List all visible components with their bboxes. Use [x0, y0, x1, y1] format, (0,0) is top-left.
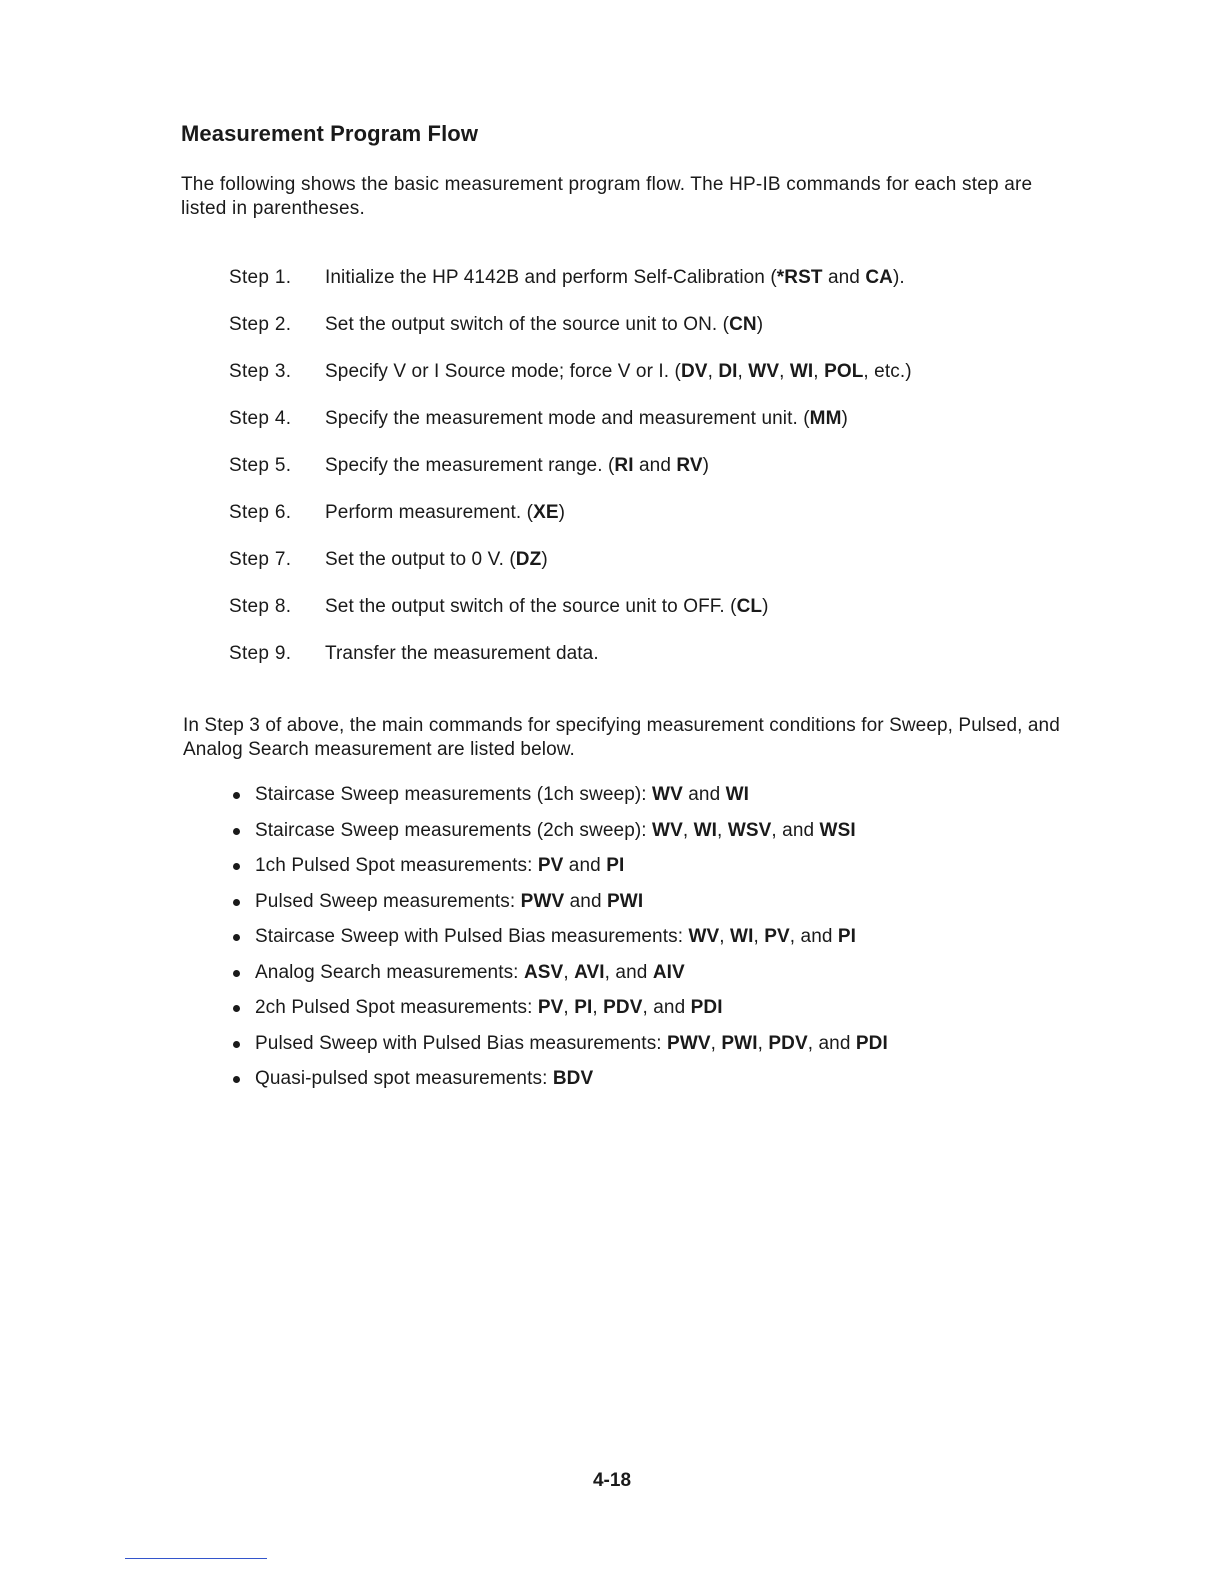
- text-run: Specify the measurement range. (: [325, 455, 615, 476]
- intro-paragraph: The following shows the basic measurement program flow. The HP-IB commands for each step are listed in parentheses.: [181, 174, 1033, 219]
- command-code: PDV: [603, 997, 643, 1018]
- measurement-command-list: [233, 783, 1033, 1103]
- bullet-icon: [233, 792, 240, 799]
- step-label: Step 5.: [229, 455, 292, 476]
- text-run: Analog Search measurements:: [255, 961, 524, 983]
- text-run: Staircase Sweep with Pulsed Bias measurements:: [255, 926, 689, 947]
- command-code: PDI: [690, 997, 723, 1018]
- command-code: RI: [614, 455, 634, 476]
- list-item-text: [255, 890, 643, 914]
- step-item: [229, 407, 1089, 454]
- list-item-text: [255, 1032, 888, 1056]
- command-code: DI: [718, 361, 738, 382]
- step-label: Step 4.: [229, 408, 292, 429]
- step-text: [325, 501, 565, 525]
- command-code: PI: [574, 997, 593, 1018]
- step-text: [325, 548, 548, 572]
- command-code: DZ: [515, 549, 542, 570]
- text-run: ,: [757, 1032, 769, 1054]
- command-code: PI: [837, 926, 857, 947]
- text-run: , etc.): [863, 361, 912, 382]
- command-code: WSI: [819, 819, 856, 841]
- text-run: Pulsed Sweep measurements:: [255, 890, 521, 912]
- text-run: and: [822, 267, 866, 288]
- command-code: WV: [748, 361, 780, 382]
- command-code: RV: [676, 455, 703, 476]
- text-run: Set the output switch of the source unit to ON. (: [325, 314, 730, 335]
- text-run: and: [633, 455, 677, 476]
- text-run: ): [558, 502, 566, 523]
- text-run: ,: [710, 1032, 722, 1054]
- command-code: DV: [680, 361, 708, 382]
- list-item: [233, 961, 1033, 997]
- step-text: [325, 454, 709, 478]
- command-code: WI: [725, 784, 750, 805]
- text-run: Initialize the HP 4142B and perform Self-Calibration (: [325, 267, 777, 288]
- text-run: ,: [682, 819, 694, 841]
- command-code: BDV: [552, 1068, 594, 1089]
- list-item: [233, 819, 1033, 855]
- command-code: PDI: [855, 1032, 888, 1054]
- bullet-icon: [233, 863, 240, 870]
- step-text: [325, 266, 905, 290]
- text-run: 2ch Pulsed Spot measurements:: [255, 997, 538, 1018]
- step-label: Step 7.: [229, 549, 292, 570]
- text-run: ,: [707, 361, 719, 382]
- page-number: 4-18: [592, 1470, 632, 1491]
- step-label: Step 8.: [229, 596, 292, 617]
- list-item-text: [255, 961, 685, 985]
- text-run: Perform measurement. (: [325, 502, 534, 523]
- text-run: ,: [717, 819, 728, 841]
- text-run: ): [841, 408, 848, 429]
- text-run: ,: [563, 961, 575, 983]
- text-run: ,: [753, 926, 765, 947]
- command-code: PDV: [768, 1032, 808, 1054]
- text-run: Quasi-pulsed spot measurements:: [255, 1068, 553, 1089]
- command-code: XE: [533, 502, 559, 523]
- list-item-text: [255, 783, 749, 807]
- text-run: Set the output switch of the source unit to OFF. (: [325, 596, 737, 617]
- step-text: [325, 360, 912, 384]
- command-code: PV: [764, 926, 790, 947]
- text-run: ): [702, 455, 710, 476]
- step-item: [229, 313, 1089, 360]
- text-run: ,: [779, 361, 790, 382]
- text-run: ,: [737, 361, 749, 382]
- step-item: [229, 266, 1089, 313]
- step-text: [325, 313, 763, 337]
- text-run: ).: [893, 267, 905, 288]
- text-run: ,: [592, 997, 604, 1018]
- text-run: , and: [604, 961, 653, 983]
- step-item: [229, 595, 1089, 642]
- text-run: Specify the measurement mode and measurement unit. (: [325, 408, 810, 429]
- list-item: [233, 996, 1033, 1032]
- text-run: and: [564, 890, 608, 912]
- text-run: , and: [807, 1032, 856, 1054]
- step-text: [325, 642, 599, 666]
- command-code: PI: [606, 855, 625, 876]
- text-run: Set the output to 0 V. (: [325, 549, 516, 570]
- step-text: [325, 595, 769, 619]
- command-code: WI: [730, 926, 754, 947]
- text-run: Staircase Sweep measurements (2ch sweep):: [255, 819, 653, 841]
- text-run: Specify V or I Source mode; force V or I. (: [325, 361, 681, 382]
- text-run: ): [541, 549, 548, 570]
- command-code: PWI: [721, 1032, 758, 1054]
- bullet-icon: [233, 1005, 240, 1012]
- text-run: Pulsed Sweep with Pulsed Bias measurements:: [255, 1032, 668, 1054]
- footer-rule: [125, 1558, 267, 1559]
- bullet-icon: [233, 934, 240, 941]
- command-code: AIV: [652, 961, 685, 983]
- command-code: WV: [652, 819, 683, 841]
- step-item: [229, 454, 1089, 501]
- text-run: ,: [813, 361, 825, 382]
- bullet-icon: [233, 1076, 240, 1083]
- text-run: , and: [789, 926, 838, 947]
- step-item: [229, 501, 1089, 548]
- command-code: PV: [537, 997, 564, 1018]
- bullet-icon: [233, 970, 240, 977]
- command-code: POL: [824, 361, 864, 382]
- bullet-icon: [233, 899, 240, 906]
- text-run: , and: [771, 819, 820, 841]
- text-run: ): [756, 314, 764, 335]
- step-label: Step 9.: [229, 643, 292, 664]
- command-code: PV: [537, 855, 564, 876]
- command-code: WV: [652, 784, 683, 805]
- step-item: [229, 360, 1089, 407]
- text-run: ,: [719, 926, 731, 947]
- command-code: PWV: [667, 1032, 711, 1054]
- command-code: PWV: [520, 890, 565, 912]
- list-item: [233, 783, 1033, 819]
- step-label: Step 6.: [229, 502, 292, 523]
- list-item-text: [255, 854, 624, 878]
- step-label: Step 1.: [229, 267, 292, 288]
- command-code: CN: [729, 314, 757, 335]
- step-label: Step 2.: [229, 314, 292, 335]
- command-code: WV: [688, 926, 720, 947]
- text-run: ,: [563, 997, 575, 1018]
- command-code: WI: [693, 819, 718, 841]
- step-label: Step 3.: [229, 361, 292, 382]
- command-code: WI: [789, 361, 814, 382]
- text-run: Transfer the measurement data.: [325, 643, 599, 664]
- step-item: [229, 548, 1089, 595]
- text-run: , and: [642, 997, 691, 1018]
- step-text: [325, 407, 848, 431]
- command-code: AVI: [574, 961, 605, 983]
- list-item: [233, 925, 1033, 961]
- list-item: [233, 1032, 1033, 1068]
- command-code: WSV: [727, 819, 772, 841]
- command-code: CA: [865, 267, 893, 288]
- command-code: CL: [736, 596, 763, 617]
- step-item: [229, 642, 1089, 689]
- list-item: [233, 890, 1033, 926]
- list-item-text: [255, 1067, 593, 1091]
- text-run: and: [563, 855, 607, 876]
- commands-paragraph: In Step 3 of above, the main commands for specifying measurement conditions for Sweep, Pulsed, and Analog Search measurement are listed below.: [183, 715, 1060, 760]
- command-code: *RST: [776, 267, 823, 288]
- list-item: [233, 854, 1033, 890]
- bullet-icon: [233, 1041, 240, 1048]
- bullet-icon: [233, 828, 240, 835]
- command-code: ASV: [523, 961, 564, 983]
- command-code: PWI: [607, 890, 644, 912]
- command-code: MM: [809, 408, 842, 429]
- list-item-text: [255, 996, 723, 1020]
- page-title: Measurement Program Flow: [181, 121, 479, 146]
- text-run: Staircase Sweep measurements (1ch sweep):: [255, 784, 653, 805]
- list-item: [233, 1067, 1033, 1103]
- text-run: and: [682, 784, 726, 805]
- step-list: [229, 266, 1089, 689]
- text-run: ): [762, 596, 769, 617]
- list-item-text: [255, 925, 856, 949]
- text-run: 1ch Pulsed Spot measurements:: [255, 855, 538, 876]
- list-item-text: [255, 819, 856, 843]
